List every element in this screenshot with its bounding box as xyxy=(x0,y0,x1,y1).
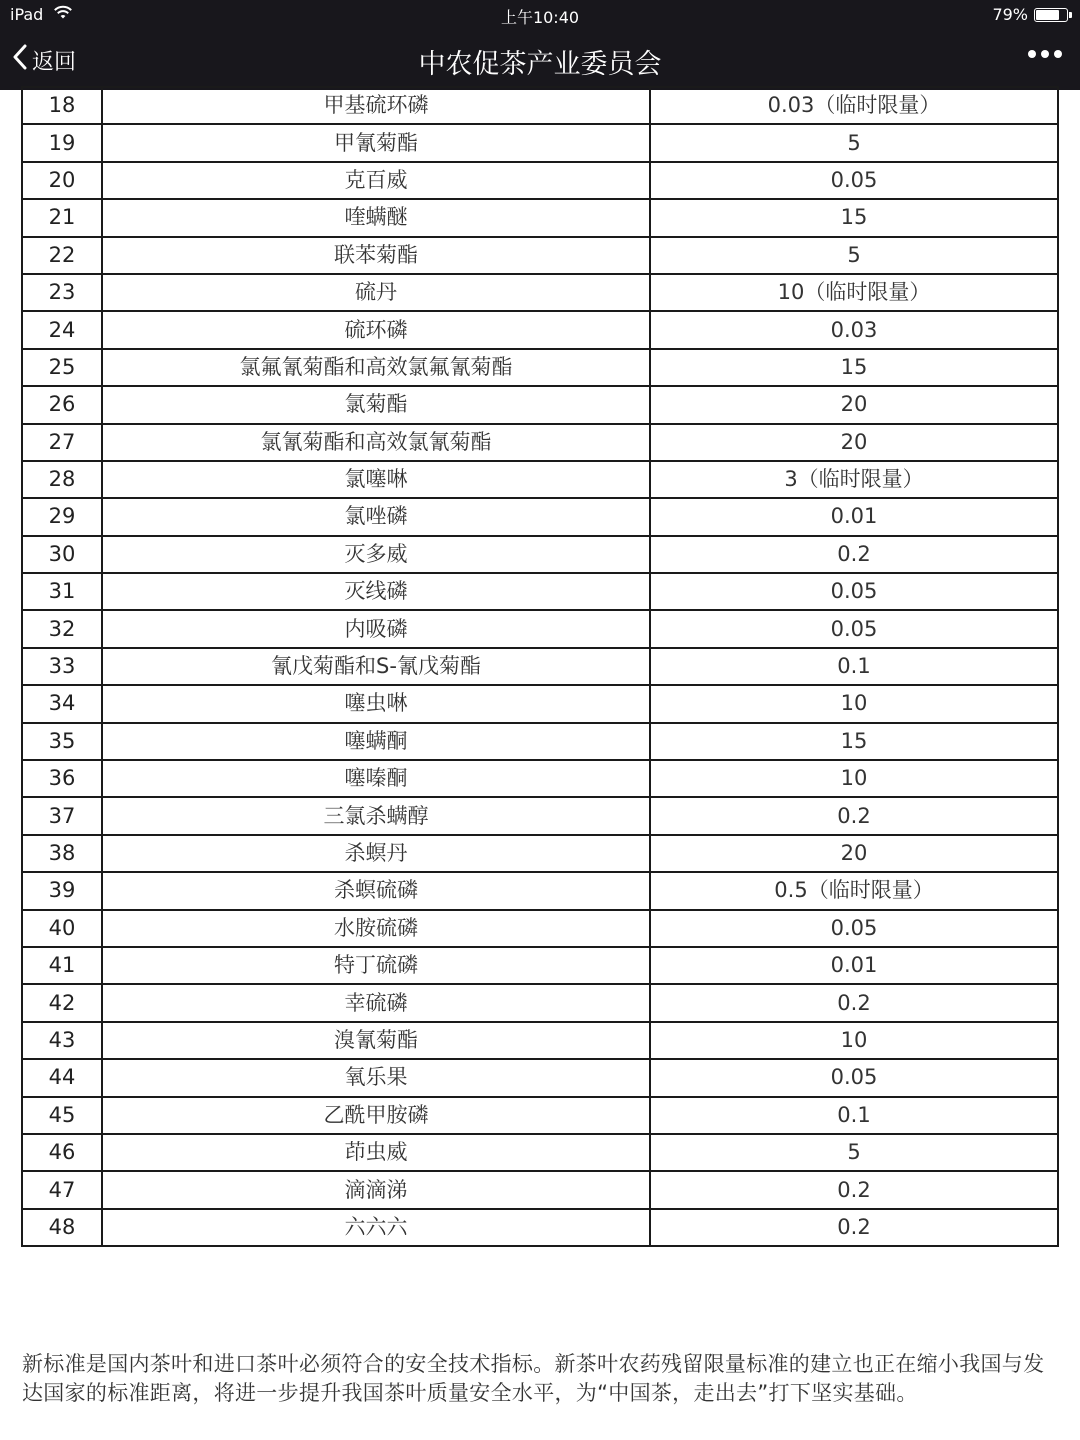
pesticide-name-cell: 喹螨醚 xyxy=(102,199,650,236)
battery-tip xyxy=(1069,12,1072,18)
row-number-cell: 39 xyxy=(22,872,102,909)
status-time: 上午10:40 xyxy=(500,8,580,27)
residue-limit-cell: 20 xyxy=(650,424,1058,461)
back-label: 返回 xyxy=(32,49,77,75)
table-row xyxy=(22,536,1058,573)
top-bar xyxy=(0,0,1080,90)
pesticide-name-cell: 氯噻啉 xyxy=(102,461,650,498)
table-row xyxy=(22,461,1058,498)
pesticide-name-cell: 茚虫威 xyxy=(102,1134,650,1171)
row-number-cell: 44 xyxy=(22,1059,102,1096)
residue-limit-cell: 0.2 xyxy=(650,536,1058,573)
table-row xyxy=(22,124,1058,161)
more-dot-icon xyxy=(1054,50,1062,58)
table-row xyxy=(22,237,1058,274)
table-row xyxy=(22,349,1058,386)
residue-limit-cell: 5 xyxy=(650,1134,1058,1171)
table-row xyxy=(22,1171,1058,1208)
table-row xyxy=(22,872,1058,909)
residue-limit-cell: 0.05 xyxy=(650,610,1058,647)
table-row xyxy=(22,685,1058,722)
status-right xyxy=(992,5,1068,24)
table-row xyxy=(22,610,1058,647)
residue-limit-cell: 0.01 xyxy=(650,947,1058,984)
residue-limit-cell: 5 xyxy=(650,237,1058,274)
residue-limit-cell: 0.05 xyxy=(650,910,1058,947)
pesticide-name-cell: 六六六 xyxy=(102,1209,650,1246)
table-row xyxy=(22,760,1058,797)
row-number-cell: 35 xyxy=(22,723,102,760)
pesticide-name-cell: 幸硫磷 xyxy=(102,984,650,1021)
residue-limit-cell: 10 xyxy=(650,685,1058,722)
row-number-cell: 29 xyxy=(22,498,102,535)
residue-limit-cell: 3（临时限量） xyxy=(650,461,1058,498)
row-number-cell: 24 xyxy=(22,311,102,348)
table-row xyxy=(22,1209,1058,1246)
table-row xyxy=(22,723,1058,760)
table-row xyxy=(22,797,1058,834)
residue-limit-cell: 0.05 xyxy=(650,1059,1058,1096)
pesticide-name-cell: 乙酰甲胺磷 xyxy=(102,1097,650,1134)
row-number-cell: 48 xyxy=(22,1209,102,1246)
row-number-cell: 28 xyxy=(22,461,102,498)
residue-limit-cell: 0.1 xyxy=(650,1097,1058,1134)
residue-limit-cell: 0.05 xyxy=(650,162,1058,199)
row-number-cell: 34 xyxy=(22,685,102,722)
article-paragraph: 新标准是国内茶叶和进口茶叶必须符合的安全技术指标。新茶叶农药残留限量标准的建立也正在缩小我国与发达国家的标准距离，将进一步提升我国茶叶质量安全水平，为“中国茶，走出去”打下坚实基础。 xyxy=(22,1352,1045,1405)
row-number-cell: 20 xyxy=(22,162,102,199)
residue-limit-cell: 0.05 xyxy=(650,573,1058,610)
pesticide-name-cell: 联苯菊酯 xyxy=(102,237,650,274)
pesticide-name-cell: 噻虫啉 xyxy=(102,685,650,722)
table-row xyxy=(22,1097,1058,1134)
row-number-cell: 19 xyxy=(22,124,102,161)
more-dot-icon xyxy=(1028,50,1036,58)
table-row xyxy=(22,910,1058,947)
residue-limit-cell: 0.03 xyxy=(650,311,1058,348)
page-title: 中农促茶产业委员会 xyxy=(418,49,662,80)
table-body xyxy=(22,87,1058,1246)
more-dot-icon xyxy=(1041,50,1049,58)
pesticide-name-cell: 氯氟氰菊酯和高效氯氟氰菊酯 xyxy=(102,349,650,386)
table-row xyxy=(22,311,1058,348)
row-number-cell: 30 xyxy=(22,536,102,573)
table-row xyxy=(22,648,1058,685)
pesticide-name-cell: 甲氰菊酯 xyxy=(102,124,650,161)
pesticide-name-cell: 硫环磷 xyxy=(102,311,650,348)
table-row xyxy=(22,498,1058,535)
residue-limit-cell: 20 xyxy=(650,386,1058,423)
row-number-cell: 38 xyxy=(22,835,102,872)
more-options-button[interactable] xyxy=(1028,50,1062,58)
device-name: iPad xyxy=(10,5,44,24)
row-number-cell: 36 xyxy=(22,760,102,797)
table-row xyxy=(22,162,1058,199)
table-row xyxy=(22,835,1058,872)
pesticide-name-cell: 杀螟硫磷 xyxy=(102,872,650,909)
row-number-cell: 33 xyxy=(22,648,102,685)
table-row xyxy=(22,573,1058,610)
table-row xyxy=(22,1022,1058,1059)
residue-limit-table xyxy=(21,86,1059,1247)
residue-limit-cell: 10（临时限量） xyxy=(650,274,1058,311)
table-row xyxy=(22,386,1058,423)
row-number-cell: 37 xyxy=(22,797,102,834)
pesticide-name-cell: 滴滴涕 xyxy=(102,1171,650,1208)
residue-limit-cell: 0.2 xyxy=(650,1209,1058,1246)
pesticide-name-cell: 内吸磷 xyxy=(102,610,650,647)
residue-limit-cell: 10 xyxy=(650,760,1058,797)
row-number-cell: 42 xyxy=(22,984,102,1021)
row-number-cell: 21 xyxy=(22,199,102,236)
residue-limit-cell: 15 xyxy=(650,349,1058,386)
pesticide-name-cell: 噻螨酮 xyxy=(102,723,650,760)
pesticide-name-cell: 噻嗪酮 xyxy=(102,760,650,797)
residue-limit-cell: 0.2 xyxy=(650,984,1058,1021)
status-bar xyxy=(0,0,1080,30)
residue-limit-cell: 15 xyxy=(650,199,1058,236)
pesticide-name-cell: 氯氰菊酯和高效氯氰菊酯 xyxy=(102,424,650,461)
table-row xyxy=(22,274,1058,311)
pesticide-name-cell: 灭线磷 xyxy=(102,573,650,610)
row-number-cell: 18 xyxy=(22,87,102,124)
residue-limit-cell: 20 xyxy=(650,835,1058,872)
row-number-cell: 46 xyxy=(22,1134,102,1171)
battery-fill xyxy=(1036,10,1059,20)
table-row xyxy=(22,984,1058,1021)
pesticide-name-cell: 杀螟丹 xyxy=(102,835,650,872)
pesticide-name-cell: 灭多威 xyxy=(102,536,650,573)
row-number-cell: 22 xyxy=(22,237,102,274)
residue-limit-cell: 10 xyxy=(650,1022,1058,1059)
table-row xyxy=(22,947,1058,984)
row-number-cell: 23 xyxy=(22,274,102,311)
row-number-cell: 31 xyxy=(22,573,102,610)
residue-limit-cell: 0.01 xyxy=(650,498,1058,535)
row-number-cell: 47 xyxy=(22,1171,102,1208)
table-row xyxy=(22,1134,1058,1171)
pesticide-name-cell: 甲基硫环磷 xyxy=(102,87,650,124)
pesticide-name-cell: 水胺硫磷 xyxy=(102,910,650,947)
table-row xyxy=(22,87,1058,124)
residue-limit-cell: 0.2 xyxy=(650,797,1058,834)
residue-limit-cell: 0.5（临时限量） xyxy=(650,872,1058,909)
residue-limit-cell: 0.03（临时限量） xyxy=(650,87,1058,124)
residue-limit-cell: 0.2 xyxy=(650,1171,1058,1208)
pesticide-name-cell: 氯唑磷 xyxy=(102,498,650,535)
pesticide-name-cell: 氧乐果 xyxy=(102,1059,650,1096)
row-number-cell: 40 xyxy=(22,910,102,947)
pesticide-name-cell: 硫丹 xyxy=(102,274,650,311)
row-number-cell: 32 xyxy=(22,610,102,647)
residue-limit-cell: 0.1 xyxy=(650,648,1058,685)
nav-bar xyxy=(0,32,1080,88)
table-row xyxy=(22,199,1058,236)
pesticide-name-cell: 氯菊酯 xyxy=(102,386,650,423)
pesticide-name-cell: 三氯杀螨醇 xyxy=(102,797,650,834)
pesticide-name-cell: 特丁硫磷 xyxy=(102,947,650,984)
row-number-cell: 26 xyxy=(22,386,102,423)
table-row xyxy=(22,424,1058,461)
table-row xyxy=(22,1059,1058,1096)
residue-limit-cell: 5 xyxy=(650,124,1058,161)
pesticide-name-cell: 溴氰菊酯 xyxy=(102,1022,650,1059)
residue-limit-cell: 15 xyxy=(650,723,1058,760)
row-number-cell: 41 xyxy=(22,947,102,984)
row-number-cell: 43 xyxy=(22,1022,102,1059)
row-number-cell: 25 xyxy=(22,349,102,386)
pesticide-name-cell: 氰戊菊酯和S-氰戊菊酯 xyxy=(102,648,650,685)
row-number-cell: 45 xyxy=(22,1097,102,1134)
battery-percent: 79% xyxy=(992,5,1028,24)
row-number-cell: 27 xyxy=(22,424,102,461)
battery-icon xyxy=(1034,8,1068,22)
pesticide-name-cell: 克百威 xyxy=(102,162,650,199)
